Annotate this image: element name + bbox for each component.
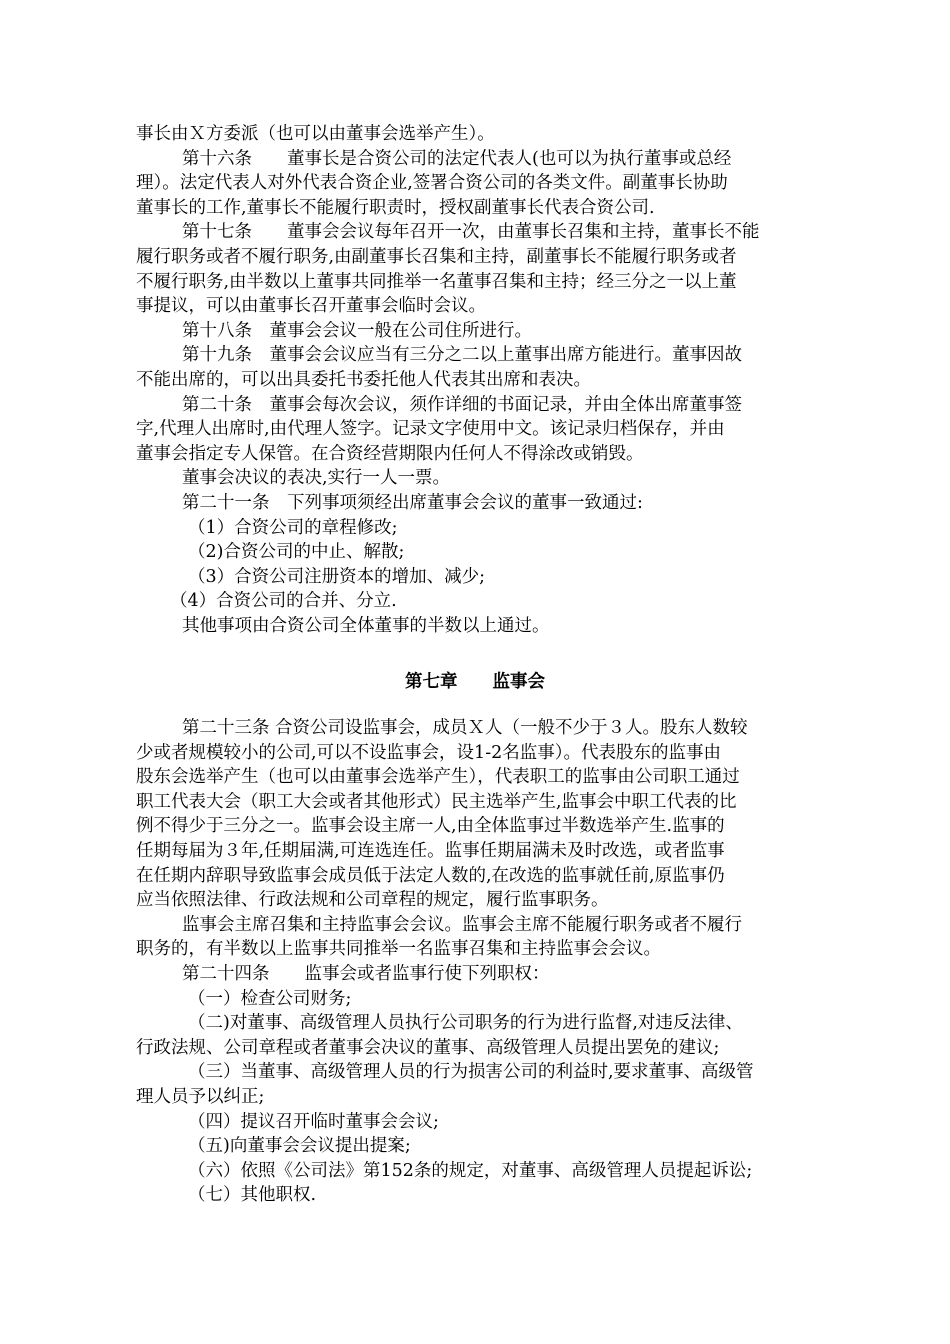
articles-supervisors-section <box>136 716 812 1208</box>
text-line: 第二十条 董事会每次会议，须作详细的书面记录，并由全体出席董事签 <box>182 394 742 415</box>
text-line: （3）合资公司注册资本的增加、减少; <box>188 566 486 587</box>
text-line: 监事会主席召集和主持监事会会议。监事会主席不能履行职务或者不履行 <box>182 914 742 935</box>
text-line: 股东会选举产生（也可以由董事会选举产生），代表职工的监事由公司职工通过 <box>136 767 740 788</box>
text-line: 第十八条 董事会会议一般在公司住所进行。 <box>182 320 532 341</box>
text-line: 其他事项由合资公司全体董事的半数以上通过。 <box>182 615 550 636</box>
text-line: 董事会指定专人保管。在合资经营期限内任何人不得涂改或销毁。 <box>136 443 644 464</box>
text-line: （1）合资公司的章程修改; <box>188 517 398 538</box>
chapter-heading: 第七章 监事会 <box>405 672 545 692</box>
text-line: 事提议，可以由董事长召开董事会临时会议。 <box>136 296 486 317</box>
text-line: 董事长的工作,董事长不能履行职责时，授权副董事长代表合资公司. <box>136 197 655 218</box>
text-line: 职务的，有半数以上监事共同推举一名监事召集和主持监事会会议。 <box>136 939 661 960</box>
text-line: （4）合资公司的合并、分立. <box>170 591 397 612</box>
text-line: （2)合资公司的中止、解散; <box>188 542 405 563</box>
text-line: 理人员予以纠正; <box>136 1086 265 1107</box>
text-line: （一）检查公司财务; <box>188 988 352 1009</box>
text-line: 职工代表大会（职工大会或者其他形式）民主选举产生,监事会中职工代表的比 <box>136 791 737 812</box>
text-line: （七）其他职权. <box>188 1185 317 1206</box>
text-line: （二)对董事、高级管理人员执行公司职务的行为进行监督,对违反法律、 <box>188 1013 743 1034</box>
text-line: 理）。法定代表人对外代表合资企业,签署合资公司的各类文件。副董事长协助 <box>136 173 728 194</box>
text-line: 第十九条 董事会会议应当有三分之二以上董事出席方能进行。董事因故 <box>182 345 742 366</box>
text-line: 事长由Ｘ方委派（也可以由董事会选举产生）。 <box>136 124 495 144</box>
text-line: 行政法规、公司章程或者董事会决议的董事、高级管理人员提出罢免的建议; <box>136 1037 720 1058</box>
text-line: 第二十一条 下列事项须经出席董事会会议的董事一致通过: <box>182 492 643 513</box>
text-line: （五)向董事会会议提出提案; <box>188 1136 411 1157</box>
text-line: 字,代理人出席时,由代理人签字。记录文字使用中文。该记录归档保存，并由 <box>136 419 725 440</box>
text-line: 第十六条 董事长是合资公司的法定代表人(也可以为执行董事或总经 <box>182 148 732 169</box>
articles-board-section <box>136 122 812 638</box>
text-line: 少或者规模较小的公司,可以不设监事会，设1-2名监事）。代表股东的监事由 <box>136 742 721 763</box>
text-line: 董事会决议的表决,实行一人一票。 <box>182 468 451 489</box>
text-line: （四）提议召开临时董事会会议; <box>188 1111 439 1132</box>
text-line: 履行职务或者不履行职务,由副董事长召集和主持，副董事长不能履行职务或者 <box>136 246 737 267</box>
text-line: 任期每届为３年,任期届满,可连选连任。监事任期届满未及时改选，或者监事 <box>136 840 725 861</box>
text-line: 不能出席的，可以出具委托书委托他人代表其出席和表决。 <box>136 369 591 390</box>
text-line: 在任期内辞职导致监事会成员低于法定人数的,在改选的监事就任前,原监事仍 <box>136 865 725 886</box>
text-line: 第二十三条 合资公司设监事会，成员Ｘ人（一般不少于３人。股东人数较 <box>182 718 748 738</box>
text-line: 不履行职务,由半数以上董事共同推举一名董事召集和主持；经三分之一以上董 <box>136 271 737 292</box>
text-line: （三）当董事、高级管理人员的行为损害公司的利益时,要求董事、高级管 <box>188 1062 754 1083</box>
text-line: 例不得少于三分之一。监事会设主席一人,由全体监事过半数选举产生.监事的 <box>136 816 725 837</box>
text-line: （六）依照《公司法》第152条的规定，对董事、高级管理人员提起诉讼; <box>188 1160 753 1181</box>
text-line: 第十七条 董事会会议每年召开一次，由董事长召集和主持，董事长不能 <box>182 222 760 243</box>
text-line: 第二十四条 监事会或者监事行使下列职权： <box>182 963 550 984</box>
text-line: 应当依照法律、行政法规和公司章程的规定，履行监事职务。 <box>136 890 609 911</box>
